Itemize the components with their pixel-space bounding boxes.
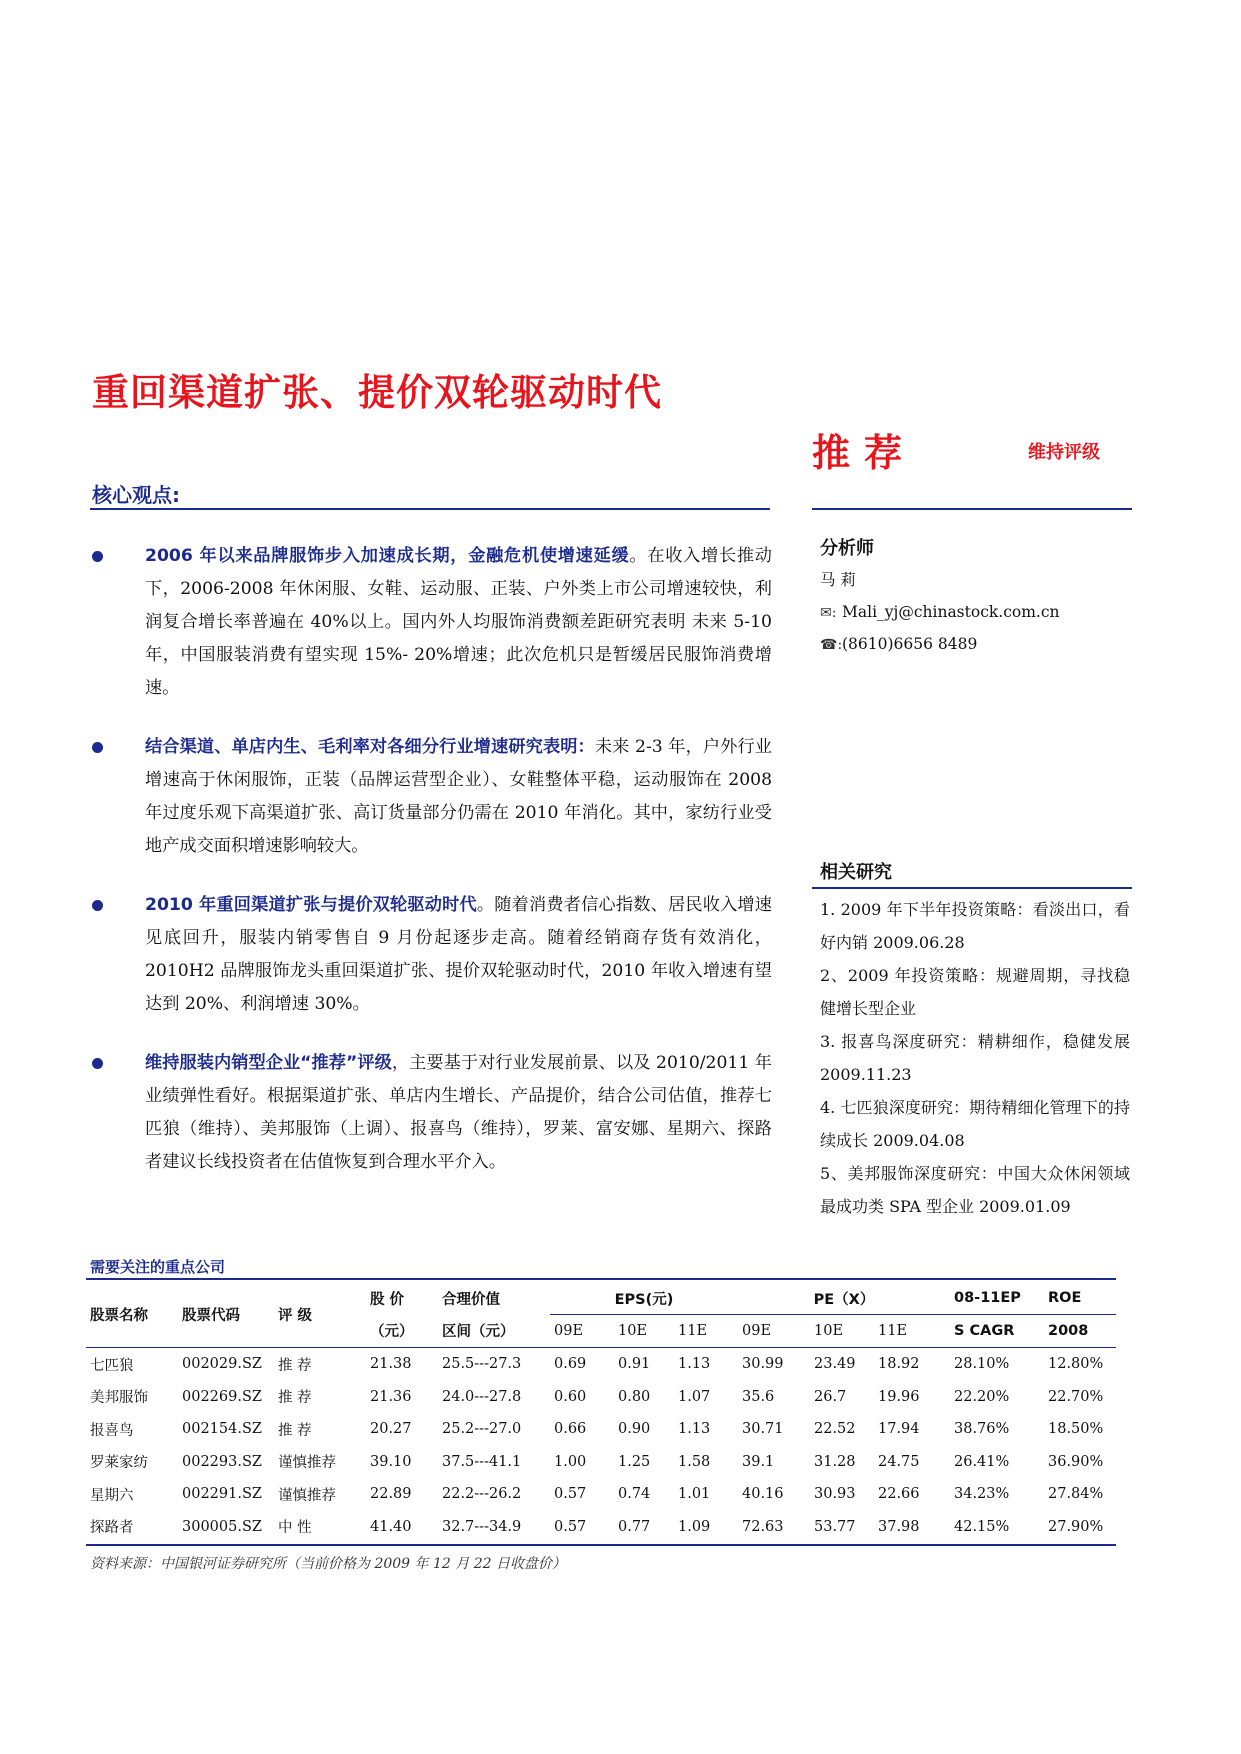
table-cell: 002269.SZ xyxy=(182,1388,262,1405)
core-heading: 核心观点: xyxy=(92,483,180,507)
table-cell: 0.57 xyxy=(554,1486,587,1503)
header-rating: 评 级 xyxy=(278,1308,313,1324)
core-bullet xyxy=(92,731,772,863)
core-bullet xyxy=(92,540,772,705)
header-pe-10e: 10E xyxy=(814,1323,844,1339)
table-cell: 推 荐 xyxy=(278,1357,312,1374)
table-cell: 0.60 xyxy=(554,1388,587,1405)
side-divider xyxy=(812,508,1132,510)
companies-table xyxy=(86,1282,1116,1543)
bullet-dot-icon xyxy=(92,1058,103,1069)
bullet-dot-icon xyxy=(92,900,103,911)
table-source-note: 资料来源：中国银河证券研究所（当前价格为 2009 年 12 月 22 日收盘价） xyxy=(90,1556,566,1572)
table-cell: 23.49 xyxy=(814,1356,856,1373)
table-cell: 24.75 xyxy=(878,1453,920,1470)
table-cell: 20.27 xyxy=(370,1421,412,1438)
table-cell: 39.1 xyxy=(742,1453,775,1470)
core-bullet xyxy=(92,889,772,1021)
bullet-text: ，主要基于对行业发展前景、以及 2010/2011 年业绩弹性看好。根据渠道扩张、单店内生增长、产品提价，结合公司估值，推荐七匹狼（维持）、美邦服饰（上调）、报喜鸟（维持），罗莱、富安娜、星期六、探路者建议长线投资者在估值恢复到合理水平介入。 xyxy=(145,1053,772,1172)
table-top-rule xyxy=(86,1278,1116,1280)
table-cell: 美邦服饰 xyxy=(90,1390,148,1407)
table-cell: 1.13 xyxy=(678,1356,711,1373)
table-cell: 37.98 xyxy=(878,1518,920,1535)
table-row xyxy=(86,1348,1116,1381)
table-title: 需要关注的重点公司 xyxy=(90,1258,226,1276)
table-cell: 0.91 xyxy=(618,1356,651,1373)
header-price: 股 价 xyxy=(370,1291,405,1308)
table-cell: 002154.SZ xyxy=(182,1421,262,1438)
table-cell: 002029.SZ xyxy=(182,1356,262,1373)
table-body xyxy=(86,1348,1116,1544)
table-cell: 37.5---41.1 xyxy=(442,1453,522,1470)
table-cell: 26.7 xyxy=(814,1388,847,1405)
table-cell: 22.2---26.2 xyxy=(442,1486,522,1503)
header-eps-10e: 10E xyxy=(618,1323,648,1339)
analyst-phone-row xyxy=(820,628,977,661)
table-cell: 39.10 xyxy=(370,1453,412,1470)
header-pe: PE（X） xyxy=(738,1282,950,1315)
related-item[interactable]: 4. 七匹狼深度研究：期待精细化管理下的持续成长 2009.04.08 xyxy=(820,1098,1130,1150)
table-cell: 53.77 xyxy=(814,1518,856,1535)
table-cell: 1.00 xyxy=(554,1453,587,1470)
table-cell: 27.90% xyxy=(1048,1518,1104,1535)
table-cell: 0.57 xyxy=(554,1518,587,1535)
related-heading: 相关研究 xyxy=(820,862,892,883)
header-price-unit: （元） xyxy=(370,1324,414,1341)
table-cell: 18.50% xyxy=(1048,1421,1104,1438)
table-cell: 28.10% xyxy=(954,1356,1010,1373)
bullet-bold: 2010 年重回渠道扩张与提价双轮驱动时代 xyxy=(145,895,477,915)
table-cell: 40.16 xyxy=(742,1486,784,1503)
table-row xyxy=(86,1413,1116,1446)
table-cell: 中 性 xyxy=(278,1520,312,1537)
analyst-phone: (8610)6656 8489 xyxy=(842,635,978,653)
table-cell: 30.71 xyxy=(742,1421,784,1438)
table-cell: 300005.SZ xyxy=(182,1518,262,1535)
header-cagr-2: S CAGR xyxy=(954,1323,1015,1339)
table-cell: 22.89 xyxy=(370,1486,412,1503)
table-cell: 22.20% xyxy=(954,1388,1010,1405)
bullet-text: 。在收入增长推动下，2006-2008 年休闲服、女鞋、运动服、正装、户外类上市公司增速较快，利润复合增长率普遍在 40%以上。国内外人均服饰消费额差距研究表明 未来 5-10 年，中国服装消费有望实现 15%- 20%增速；此次危机只是暂缓居民服饰消费增速。 xyxy=(145,546,772,698)
table-row xyxy=(86,1446,1116,1479)
table-cell: 1.13 xyxy=(678,1421,711,1438)
table-cell: 27.84% xyxy=(1048,1486,1104,1503)
table-cell: 72.63 xyxy=(742,1518,784,1535)
table-cell: 002293.SZ xyxy=(182,1453,262,1470)
table-cell: 30.93 xyxy=(814,1486,856,1503)
table-cell: 35.6 xyxy=(742,1388,775,1405)
bullet-text: 未来 2-3 年，户外行业增速高于休闲服饰，正装（品牌运营型企业）、女鞋整体平稳，运动服饰在 2008 年过度乐观下高渠道扩张、高订货量部分仍需在 2010 年消化。其中，家纺行业受地产成交面积增速影响较大。 xyxy=(145,737,772,856)
related-item[interactable]: 5、美邦服饰深度研究：中国大众休闲领域最成功类 SPA 型企业 2009.01.09 xyxy=(820,1164,1130,1216)
table-cell: 38.76% xyxy=(954,1421,1010,1438)
table-cell: 25.5---27.3 xyxy=(442,1356,522,1373)
table-cell: 1.01 xyxy=(678,1486,711,1503)
table-bottom-rule xyxy=(86,1544,1116,1546)
table-cell: 22.66 xyxy=(878,1486,920,1503)
header-eps-09e: 09E xyxy=(554,1323,584,1339)
table-cell: 41.40 xyxy=(370,1518,412,1535)
core-bullet xyxy=(92,1047,772,1179)
report-title: 重回渠道扩张、提价双轮驱动时代 xyxy=(92,371,662,414)
bullet-bold: 结合渠道、单店内生、毛利率对各细分行业增速研究表明： xyxy=(145,737,595,757)
table-cell: 1.07 xyxy=(678,1388,711,1405)
table-cell: 25.2---27.0 xyxy=(442,1421,522,1438)
header-cagr: 08-11EP xyxy=(950,1282,1044,1315)
table-cell: 罗莱家纺 xyxy=(90,1455,148,1472)
bullet-bold: 2006 年以来品牌服饰步入加速成长期，金融危机使增速延缓 xyxy=(145,546,630,566)
table-cell: 42.15% xyxy=(954,1518,1010,1535)
related-item[interactable]: 1. 2009 年下半年投资策略：看淡出口，看好内销 2009.06.28 xyxy=(820,900,1130,952)
table-cell: 0.80 xyxy=(618,1388,651,1405)
table-cell: 探路者 xyxy=(90,1520,134,1537)
related-list xyxy=(820,893,1130,1223)
table-cell: 报喜鸟 xyxy=(90,1422,134,1439)
header-roe-2: 2008 xyxy=(1048,1323,1089,1339)
table-cell: 17.94 xyxy=(878,1421,920,1438)
related-divider xyxy=(812,887,1132,889)
rating-note: 维持评级 xyxy=(1028,442,1100,463)
table-cell: 0.90 xyxy=(618,1421,651,1438)
table-cell: 21.36 xyxy=(370,1388,412,1405)
table-cell: 31.28 xyxy=(814,1453,856,1470)
table-cell: 1.58 xyxy=(678,1453,711,1470)
table-cell: 推 荐 xyxy=(278,1390,312,1407)
header-name: 股票名称 xyxy=(90,1308,148,1324)
header-roe: ROE xyxy=(1044,1282,1116,1315)
table-cell: 32.7---34.9 xyxy=(442,1518,522,1535)
table-cell: 22.52 xyxy=(814,1421,856,1438)
header-eps-11e: 11E xyxy=(678,1323,708,1339)
header-fair-unit: 区间（元） xyxy=(442,1324,515,1341)
table-cell: 谨慎推荐 xyxy=(278,1487,336,1504)
table-cell: 0.69 xyxy=(554,1356,587,1373)
table-cell: 12.80% xyxy=(1048,1356,1104,1373)
table-cell: 36.90% xyxy=(1048,1453,1104,1470)
analyst-heading: 分析师 xyxy=(820,538,874,559)
table-cell: 0.77 xyxy=(618,1518,651,1535)
analyst-email[interactable]: Mali_yj@chinastock.com.cn xyxy=(842,603,1060,621)
related-item[interactable]: 2、2009 年投资策略：规避周期，寻找稳健增长型企业 xyxy=(820,966,1130,1018)
table-row xyxy=(86,1381,1116,1414)
table-cell: 26.41% xyxy=(954,1453,1010,1470)
core-bullets xyxy=(92,540,772,1205)
table-cell: 21.38 xyxy=(370,1356,412,1373)
bullet-dot-icon xyxy=(92,742,103,753)
rating-label: 推荐 xyxy=(812,431,917,475)
table-cell: 1.25 xyxy=(618,1453,651,1470)
table-cell: 30.99 xyxy=(742,1356,784,1373)
analyst-email-row xyxy=(820,596,1060,629)
analyst-name: 马 莉 xyxy=(820,571,856,589)
table-cell: 19.96 xyxy=(878,1388,920,1405)
header-code: 股票代码 xyxy=(182,1308,240,1324)
table-cell: 星期六 xyxy=(90,1487,134,1504)
table-cell: 七匹狼 xyxy=(90,1357,134,1374)
header-eps: EPS(元) xyxy=(550,1282,738,1315)
bullet-dot-icon xyxy=(92,551,103,562)
bullet-bold: 维持服装内销型企业“推荐”评级 xyxy=(145,1053,392,1073)
table-cell: 推 荐 xyxy=(278,1422,312,1439)
table-cell: 1.09 xyxy=(678,1518,711,1535)
core-divider xyxy=(90,508,770,510)
related-item[interactable]: 3. 报喜鸟深度研究：精耕细作，稳健发展 2009.11.23 xyxy=(820,1032,1130,1084)
table-cell: 34.23% xyxy=(954,1486,1010,1503)
table-cell: 22.70% xyxy=(1048,1388,1104,1405)
phone-icon: ☎: xyxy=(820,637,843,653)
table-cell: 0.66 xyxy=(554,1421,587,1438)
mail-icon: ✉: xyxy=(820,605,837,621)
table-cell: 24.0---27.8 xyxy=(442,1388,522,1405)
header-pe-09e: 09E xyxy=(742,1323,772,1339)
table-cell: 谨慎推荐 xyxy=(278,1455,336,1472)
table-row xyxy=(86,1478,1116,1511)
table-row xyxy=(86,1511,1116,1544)
table-cell: 18.92 xyxy=(878,1356,920,1373)
header-pe-11e: 11E xyxy=(878,1323,908,1339)
table-cell: 002291.SZ xyxy=(182,1486,262,1503)
bullet-text: 。随着消费者信心指数、居民收入增速见底回升，服装内销零售自 9 月份起逐步走高。随着经销商存货有效消化，2010H2 品牌服饰龙头重回渠道扩张、提价双轮驱动时代，2010 年收入增速有望达到 20%、利润增速 30%。 xyxy=(145,895,772,1014)
table-cell: 0.74 xyxy=(618,1486,651,1503)
header-fair: 合理价值 xyxy=(442,1291,500,1308)
